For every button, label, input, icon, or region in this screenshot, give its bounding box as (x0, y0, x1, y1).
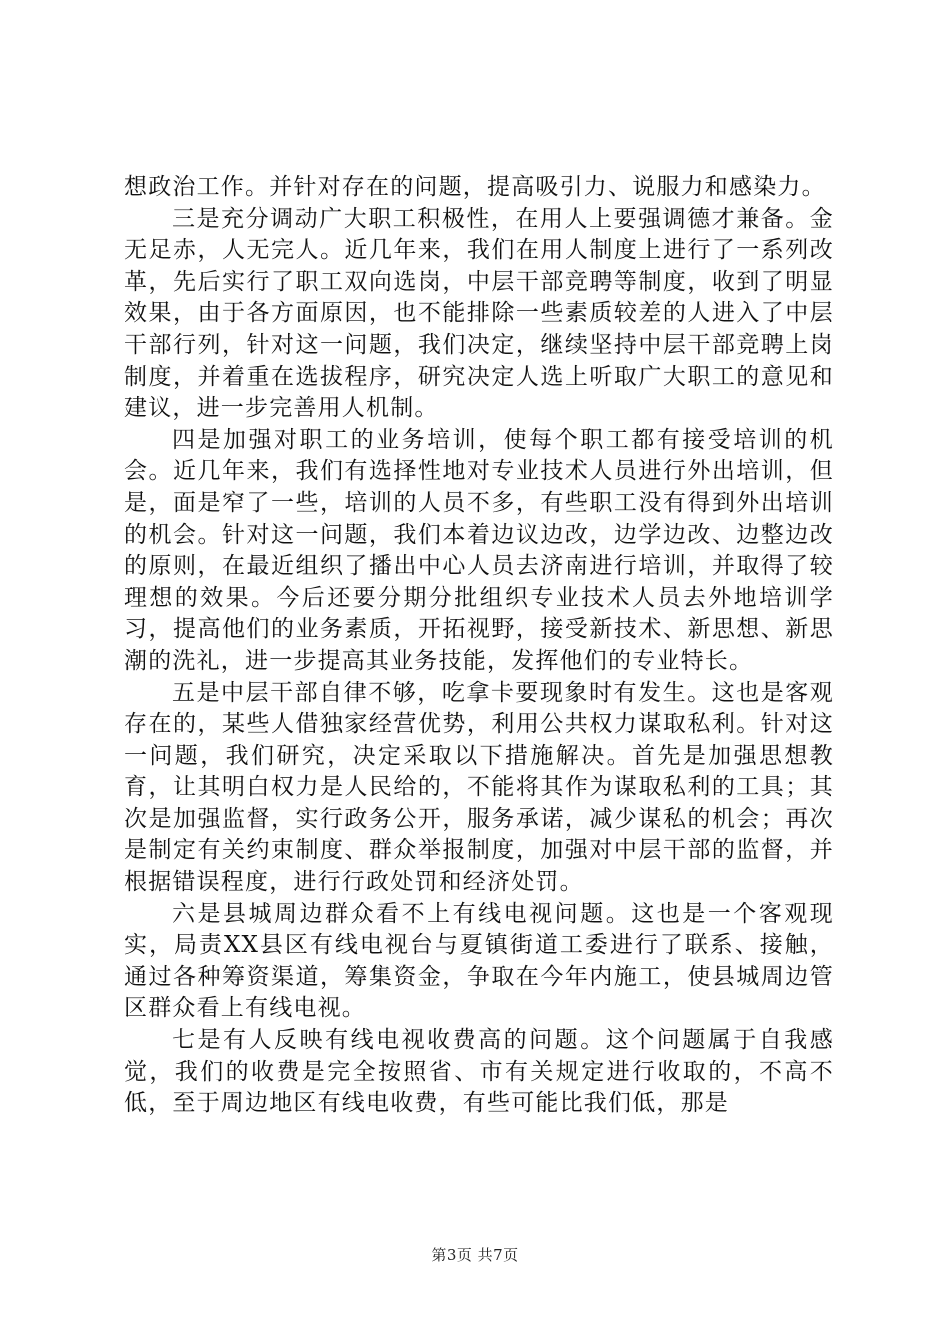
paragraph-continuation: 想政治工作。并针对存在的问题，提高吸引力、说服力和感染力。 (124, 174, 826, 200)
document-body (124, 172, 834, 1120)
paragraph-seven: 七是有人反映有线电视收费高的问题。这个问题属于自我感觉，我们的收费是完全按照省、市有关规定进行收取的，不高不低，至于周边地区有线电收费，有些可能比我们低，那是 (124, 1027, 834, 1117)
paragraph-three: 三是充分调动广大职工积极性，在用人上要强调德才兼备。金无足赤，人无完人。近几年来，我们在用人制度上进行了一系列改革，先后实行了职工双向选岗，中层干部竞聘等制度，收到了明显效果，由于各方面原因，也不能排除一些素质较差的人进入了中层干部行列，针对这一问题，我们决定，继续坚持中层干部竞聘上岗制度，并着重在选拔程序，研究决定人选上听取广大职工的意见和建议，进一步完善用人机制。 (124, 205, 834, 422)
paragraph-six: 六是县城周边群众看不上有线电视问题。这也是一个客观现实，局责XX县区有线电视台与夏镇街道工委进行了联系、接触，通过各种筹资渠道，筹集资金，争取在今年内施工，使县城周边管区群众看上有线电视。 (124, 900, 834, 1022)
paragraph-five: 五是中层干部自律不够，吃拿卡要现象时有发生。这也是客观存在的，某些人借独家经营优势，利用公共权力谋取私利。针对这一问题，我们研究，决定采取以下措施解决。首先是加强思想教育，让其明白权力是人民给的，不能将其作为谋取私利的工具；其次是加强监督，实行政务公开，服务承诺，减少谋私的机会；再次是制定有关约束制度、群众举报制度，加强对中层干部的监督，并根据错误程度，进行行政处罚和经济处罚。 (124, 679, 834, 896)
paragraph-four: 四是加强对职工的业务培训，使每个职工都有接受培训的机会。近几年来，我们有选择性地对专业技术人员进行外出培训，但是，面是窄了一些，培训的人员不多，有些职工没有得到外出培训的机会。针对这一问题，我们本着边议边改，边学边改、边整边改的原则，在最近组织了播出中心人员去济南进行培训，并取得了较理想的效果。今后还要分期分批组织专业技术人员去外地培训学习，提高他们的业务素质，开拓视野，接受新技术、新思想、新思潮的洗礼，进一步提高其业务技能，发挥他们的专业特长。 (124, 426, 834, 674)
page-number-footer: 第3页 共7页 (431, 1246, 519, 1264)
